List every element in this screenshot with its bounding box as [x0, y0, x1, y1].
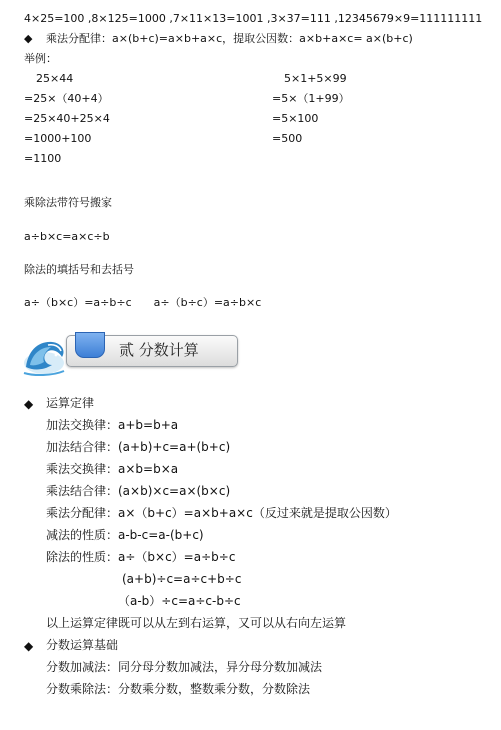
laws-summary: 以上运算定律既可以从左到右运算，又可以从右向左运算 — [46, 616, 347, 630]
tab-icon — [75, 332, 105, 358]
move-sign-title: 乘除法带符号搬家 — [24, 196, 112, 209]
parentheses-title: 除法的填括号和去括号 — [24, 263, 134, 276]
law-item-extra: （a-b）÷c=a÷c-b÷c — [118, 594, 241, 608]
fraction-heading: 分数运算基础 — [46, 638, 119, 652]
example-label: 举例： — [24, 52, 57, 65]
fraction-item: 分数乘除法：分数乘分数，整数乘分数，分数除法 — [46, 682, 311, 696]
law-item: 减法的性质：a-b-c=a-(b+c) — [46, 528, 204, 542]
example-left-line: =1100 — [24, 152, 62, 165]
example-right-line: 5×1+5×99 — [284, 72, 347, 85]
law-item: 除法的性质：a÷（b×c）=a÷b÷c — [46, 550, 236, 564]
example-left-line: =25×40+25×4 — [24, 112, 110, 125]
example-right-line: =500 — [272, 132, 303, 145]
law-item: 乘法分配律：a×（b+c）=a×b+a×c（反过来就是提取公因数） — [46, 506, 397, 520]
law-item-extra: (a+b)÷c=a÷c+b÷c — [122, 572, 242, 586]
law-item: 加法结合律：(a+b)+c=a+(b+c) — [46, 440, 231, 454]
wave-icon — [22, 333, 68, 379]
distributive-law: 乘法分配律：a×(b+c)=a×b+a×c，提取公因数：a×b+a×c= a×(b+c) — [46, 32, 413, 45]
example-left-line: =25×（40+4） — [24, 92, 109, 105]
example-left-line: =1000+100 — [24, 132, 92, 145]
fraction-item: 分数加减法：同分母分数加减法，异分母分数加减法 — [46, 660, 323, 674]
law-item: 加法交换律：a+b=b+a — [46, 418, 179, 432]
section-title: 贰 分数计算 — [119, 341, 199, 359]
section-banner — [22, 333, 247, 383]
law-item: 乘法结合律：(a×b)×c=a×(b×c) — [46, 484, 231, 498]
bullet-diamond: ◆ — [24, 397, 34, 411]
identity-line: 4×25=100 ,8×125=1000 ,7×11×13=1001 ,3×37=111 ,12345679×9=111111111 — [24, 12, 483, 25]
example-right-line: =5×100 — [272, 112, 319, 125]
law-item: 乘法交换律：a×b=b×a — [46, 462, 179, 476]
laws-heading: 运算定律 — [46, 396, 95, 410]
move-sign-formula: a÷b×c=a×c÷b — [24, 230, 110, 243]
bullet-diamond: ◆ — [24, 639, 34, 653]
example-right-line: =5×（1+99） — [272, 92, 350, 105]
example-left-line: 25×44 — [36, 72, 74, 85]
section-title-pill — [66, 335, 238, 367]
bullet-diamond: ◆ — [24, 32, 33, 45]
parentheses-formula: a÷（b×c）=a÷b÷c a÷（b÷c）=a÷b×c — [24, 296, 262, 309]
